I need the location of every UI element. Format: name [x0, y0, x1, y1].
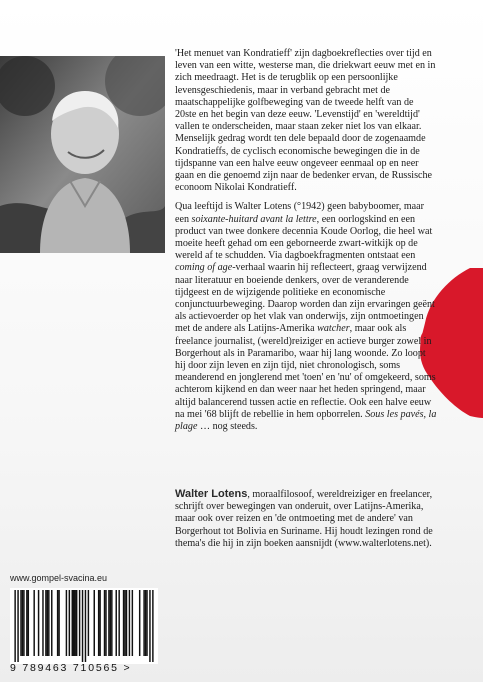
- barcode-bar: [108, 590, 109, 656]
- barcode-bar: [146, 590, 147, 656]
- barcode-bar: [51, 590, 52, 656]
- barcode-bar: [74, 590, 75, 656]
- blurb-paragraph-2: Qua leeftijd is Walter Lotens (°1942) geen babyboomer, maar een soixante-huitard avant la lettre, een oorlogskind en een product van twee donkere decennia Koude Oorlog, die heel wat moeite heeft gehad om een geborneerde zwart-witkijk op de wereld af te schudden. Via dagboekfragmenten ontstaat een coming of age-verhaal waarin hij reflecteert, graag verwijzend naar literatuur en boeiende denkers, over de veranderende tijdgeest en de wijzigende politieke en economische conjunctuurbeweging. Daarop worden dan zijn ervaringen geënt als actievoerder op het vlak van onderwijs, zijn ontmoetingen met de andere als Latijns-Amerika watcher, maar ook als freelance journalist, (wereld)reiziger en actieve burger zowel in Borgerhout als in Paramaribo, waar hij lang woonde. Zo loopt hij door zijn leven en zijn tijd, niet chronologisch, soms meanderend en jonglerend met 'toen' en 'nu' of omgekeerd, soms achterom kijkend en dan weer naar het heden springend, maar altijd balancerend tussen actie en reflectie. Ook een halve eeuw na mei '68 blijft de rebellie in hem opborrelen. Sous les pavés, la plage … nog steeds.: [175, 201, 437, 433]
- barcode-bar: [72, 590, 73, 656]
- author-bio-text: , moraalfilosoof, wereldreiziger en freelancer, schrijft over bewegingen van onderuit, over Latijns-Amerika, maar ook over reizen en 'de ontmoeting met de andere' van Borgerhout tot Bolivia en Suriname. Hij houdt lezingen rond de thema's die hij in zijn boeken aansnijdt (www.walterlotens.net).: [175, 489, 433, 549]
- barcode-bar: [105, 590, 106, 656]
- barcode-bar: [111, 590, 112, 656]
- barcode-bar: [14, 590, 15, 662]
- barcode-bar: [45, 590, 46, 656]
- barcode-bar: [79, 590, 80, 656]
- barcode-bar: [82, 590, 83, 662]
- barcode-bar: [132, 590, 133, 656]
- barcode-bar: [98, 590, 99, 656]
- barcode-bar: [42, 590, 43, 656]
- barcode-bar: [118, 590, 119, 656]
- barcode-bar: [38, 590, 39, 656]
- barcode-bar: [47, 590, 48, 656]
- blurb-paragraph-1: 'Het menuet van Kondratieff' zijn dagboekreflecties over tijd en leven van een witte, westerse man, die driekwart eeuw met en in zich meedraagt. Het is de terugblik op een persoonlijke levensgeschiedenis, maar in verband gebracht met de maatschappelijke golfbeweging van de tweede helft van de 20ste en het begin van deze eeuw. 'Levenstijd' en 'wereldtijd' vallen te onderscheiden, maar staan zeker niet los van elkaar. Menselijk gedrag wordt ten dele bepaald door de zogenaamde Kondratieffs, de cyclisch economische bewegingen die in de tijdspanne van een halve eeuw ongeveer eenmaal op en neer gaan en die genoemd zijn naar de bedenker ervan, de Russische econoom Nikolai Kondratieff.: [175, 48, 436, 194]
- isbn-number: 9 789463 710565 >: [10, 662, 132, 674]
- barcode-bar: [88, 590, 89, 656]
- barcode-bar: [58, 590, 59, 656]
- barcode-bar: [129, 590, 130, 656]
- barcode-bar: [85, 590, 86, 662]
- barcode-bar: [124, 590, 125, 656]
- blurb-text: [175, 48, 437, 440]
- barcode-bar: [94, 590, 95, 656]
- barcode-bar: [48, 590, 49, 656]
- author-bio: [175, 488, 437, 550]
- author-name: Walter Lotens: [175, 488, 248, 500]
- barcode-bar: [116, 590, 117, 656]
- barcode-bar: [20, 590, 21, 656]
- barcode-bar: [99, 590, 100, 656]
- barcode-bar: [123, 590, 124, 656]
- barcode-bar: [126, 590, 127, 656]
- barcode-bar: [110, 590, 111, 656]
- barcode-bar: [152, 590, 153, 662]
- author-photo: [0, 56, 165, 253]
- barcode-bar: [104, 590, 105, 656]
- barcode-background: [10, 588, 158, 664]
- barcode-bar: [23, 590, 24, 656]
- barcode-bar: [66, 590, 67, 656]
- isbn-barcode: [10, 588, 158, 664]
- publisher-website[interactable]: www.gompel-svacina.eu: [10, 573, 108, 583]
- barcode-bar: [17, 590, 18, 662]
- barcode-bar: [22, 590, 23, 656]
- barcode-bar: [69, 590, 70, 656]
- barcode-bar: [57, 590, 58, 656]
- barcode-bar: [28, 590, 29, 656]
- barcode-bar: [33, 590, 34, 656]
- barcode-bar: [26, 590, 27, 656]
- barcode-bar: [143, 590, 144, 656]
- barcode-bar: [73, 590, 74, 656]
- barcode-bar: [145, 590, 146, 656]
- barcode-bar: [76, 590, 77, 656]
- barcode-bar: [149, 590, 150, 662]
- barcode-bar: [139, 590, 140, 656]
